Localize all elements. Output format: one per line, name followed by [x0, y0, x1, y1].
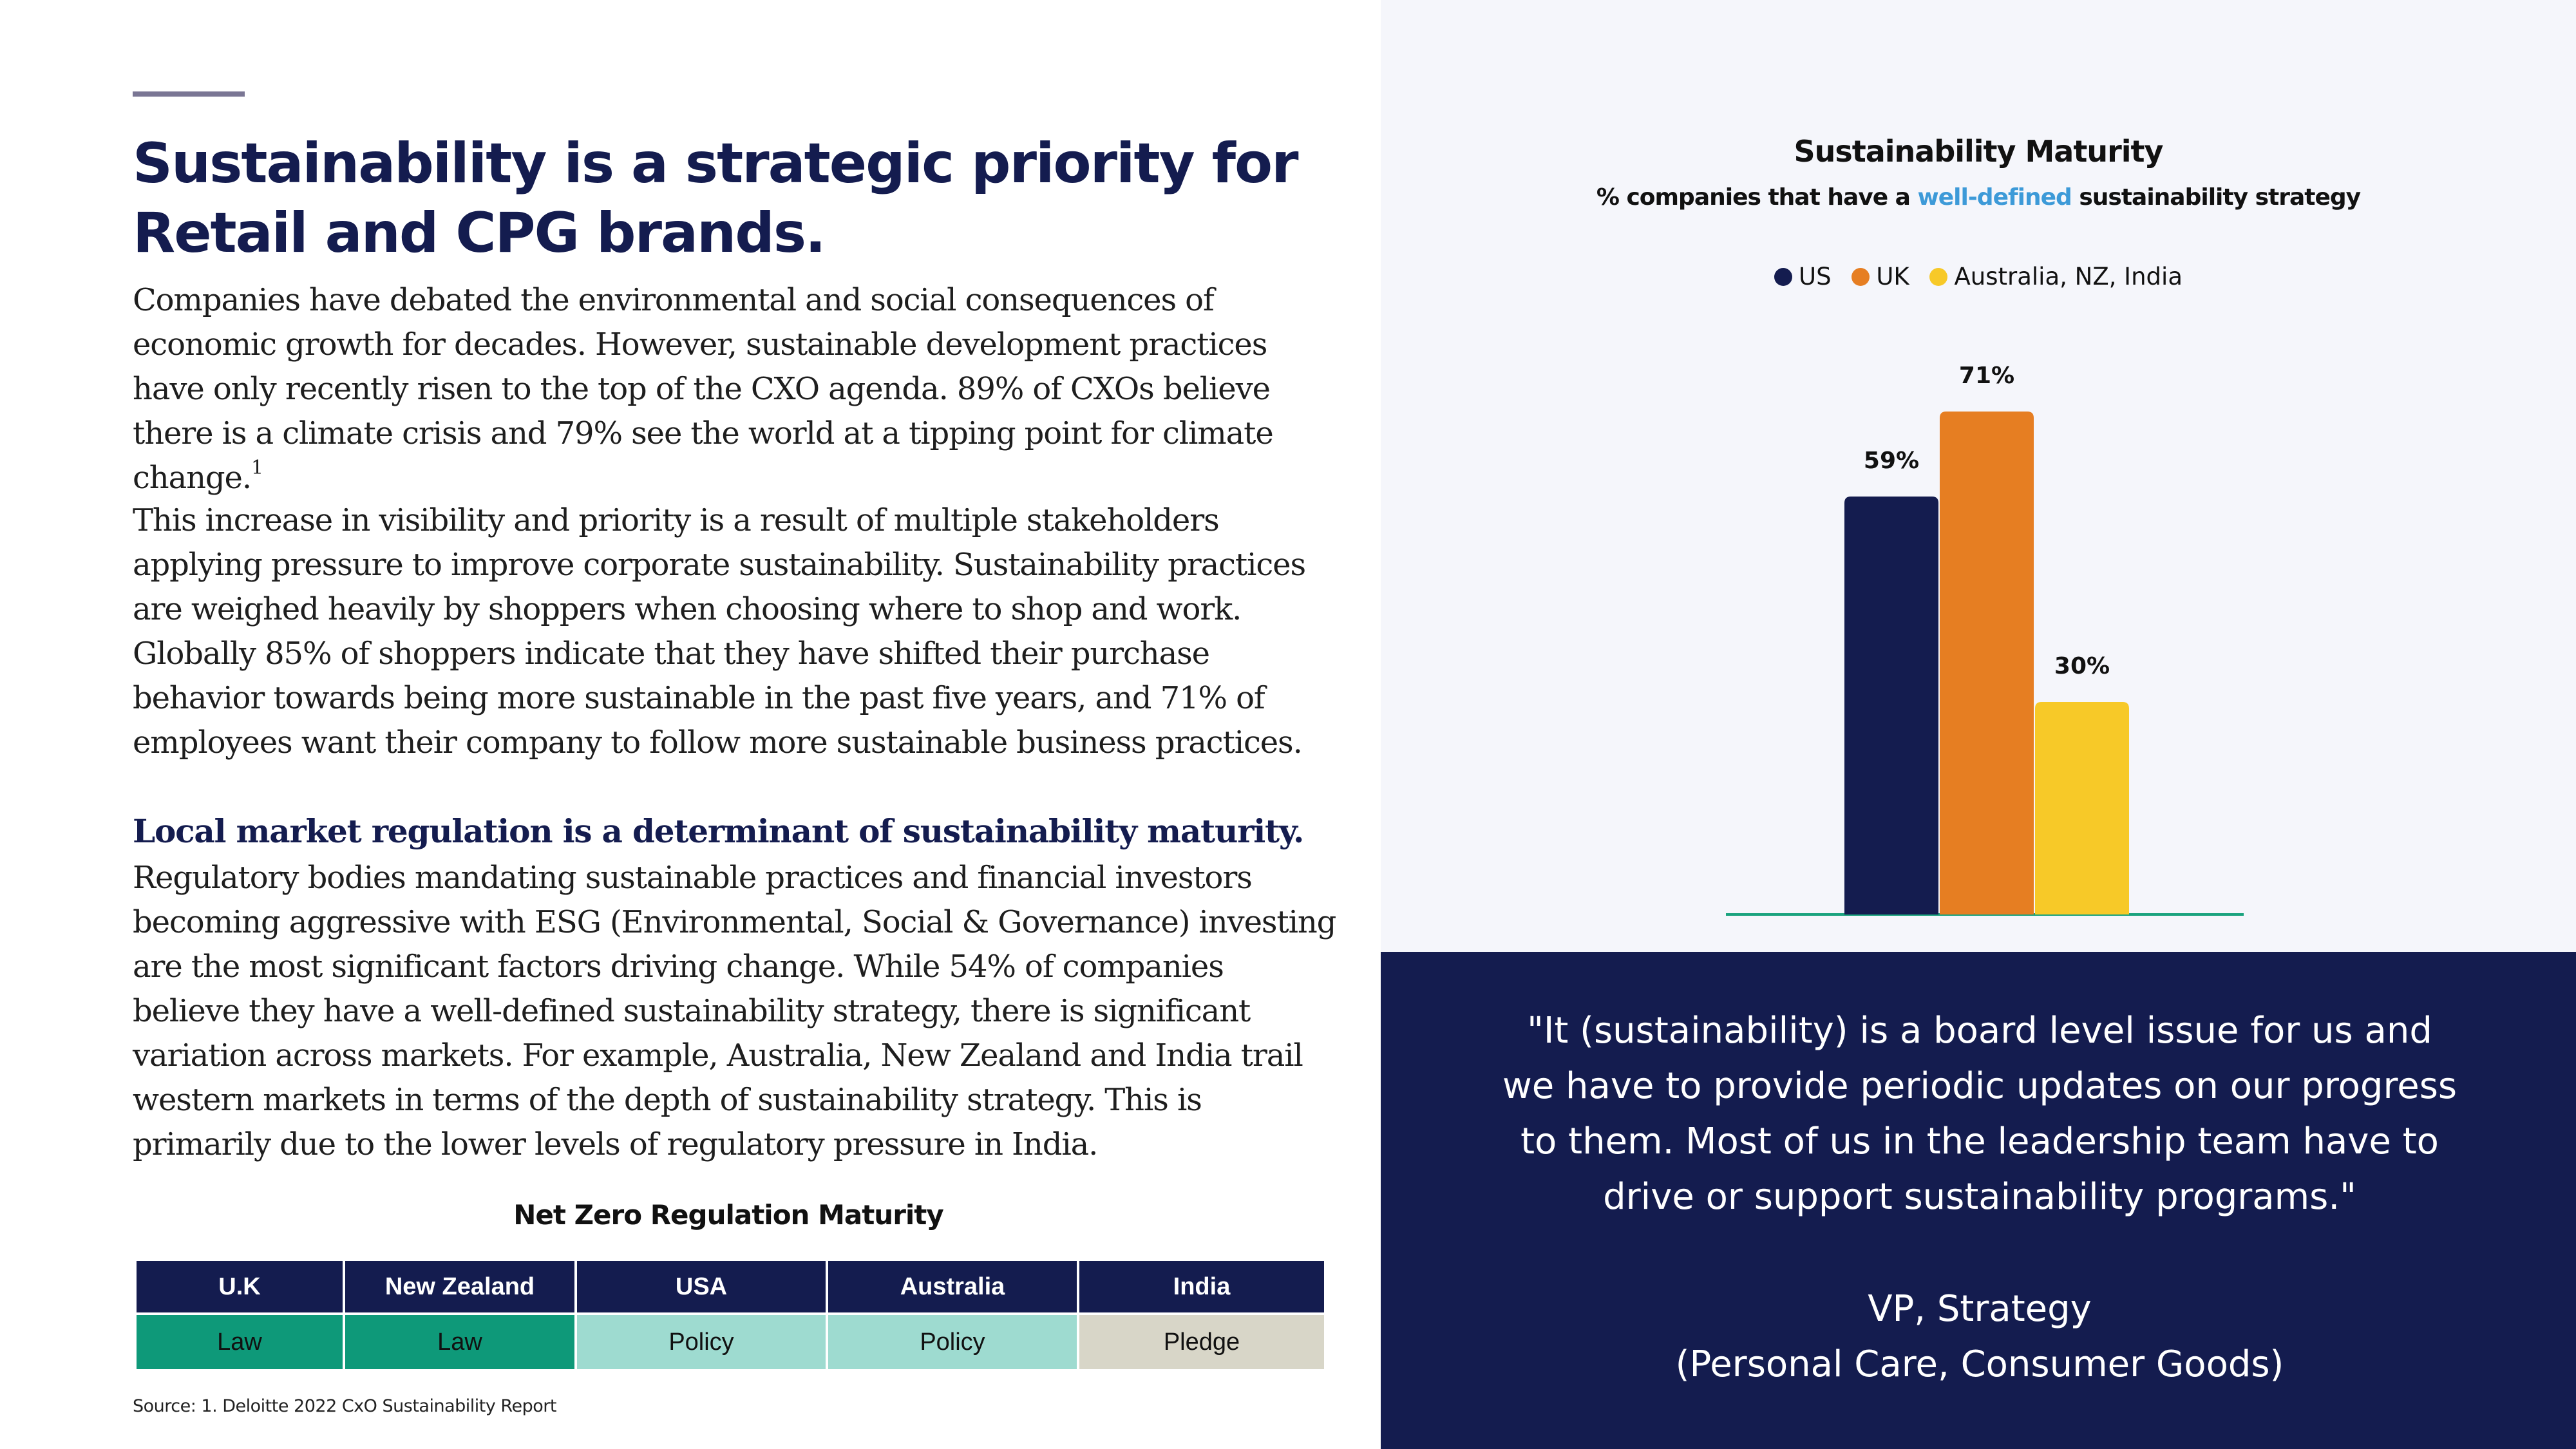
table-cell: Policy [827, 1314, 1078, 1370]
chart-subtitle-prefix: % companies that have a [1596, 184, 1918, 211]
legend-swatch [1774, 268, 1792, 286]
bar-value-label: 30% [2054, 653, 2110, 679]
chart-subtitle-highlight: well-defined [1917, 184, 2072, 211]
legend-swatch [1929, 268, 1947, 286]
chart-subtitle [1381, 184, 2576, 211]
quote-company: (Personal Care, Consumer Goods) [1675, 1343, 2284, 1385]
quote-attribution [1497, 1282, 2463, 1392]
intro-paragraph [133, 278, 1337, 500]
accent-line [133, 91, 245, 97]
bar-value-label: 59% [1863, 448, 1920, 474]
table-header-cell: Australia [827, 1260, 1078, 1314]
footnote-marker: 1 [251, 457, 263, 479]
table-cell: Pledge [1078, 1314, 1325, 1370]
bar-chart [1381, 322, 2576, 940]
page-title: Sustainability is a strategic priority for Retail and CPG brands. [133, 131, 1298, 265]
legend-swatch [1852, 268, 1870, 286]
table-cell: Law [135, 1314, 344, 1370]
bar-2 [2035, 702, 2129, 914]
table-header-cell: USA [576, 1260, 827, 1314]
chart-title: Sustainability Maturity [1794, 134, 2163, 169]
bar-value-label: 71% [1958, 363, 2015, 389]
section-subheading: Local market regulation is a determinant of sustainability maturity. [133, 812, 1304, 850]
table-header-cell: New Zealand [344, 1260, 576, 1314]
quote-text: "It (sustainability) is a board level issue for us and we have to provide periodic updates on our progress to them. Most of us in the leadership team have to drive or support sustainability programs." [1502, 1010, 2458, 1218]
chart-subtitle-suffix: sustainability strategy [2071, 184, 2361, 211]
quote-panel [1381, 952, 2576, 1449]
legend-label: US [1798, 263, 1832, 290]
stakeholder-paragraph: This increase in visibility and priority is a result of multiple stakeholders applying pressure to improve corporate sustainability. Sustainability practices are weighed heavily by shoppers when choosing where to shop and work. Globally 85% of shoppers indicate that they have shifted their purchase behavior towards being more sustainable in the past five years, and 71% of employees want their company to follow more sustainable business practices. [133, 502, 1305, 761]
table-row [135, 1314, 1325, 1370]
table-cell: Policy [576, 1314, 827, 1370]
table-header-row [135, 1260, 1325, 1314]
quote-role: VP, Strategy [1868, 1288, 2092, 1330]
table-header-cell: U.K [135, 1260, 344, 1314]
chart-legend [1381, 263, 2576, 290]
regulation-table [134, 1258, 1327, 1372]
bar-1 [1940, 412, 2034, 914]
bar-0 [1844, 497, 1938, 914]
legend-label: Australia, NZ, India [1954, 263, 2183, 290]
table-cell: Law [344, 1314, 576, 1370]
legend-item [1774, 263, 1832, 290]
legend-item [1852, 263, 1909, 290]
regulation-table-title: Net Zero Regulation Maturity [513, 1199, 943, 1231]
regulation-paragraph: Regulatory bodies mandating sustainable practices and financial investors becoming aggressive with ESG (Environmental, Social & Governance) investing are the most significant factors driving change. While 54% of companies believe they have a well-defined sustainability strategy, there is significant variation across markets. For example, Australia, New Zealand and India trail western markets in terms of the depth of sustainability strategy. This is primarily due to the lower levels of regulatory pressure in India. [133, 860, 1336, 1162]
legend-item [1929, 263, 2183, 290]
legend-label: UK [1876, 263, 1909, 290]
source-note: Source: 1. Deloitte 2022 CxO Sustainability Report [133, 1396, 556, 1416]
table-header-cell: India [1078, 1260, 1325, 1314]
chart-panel [1381, 0, 2576, 952]
intro-text: Companies have debated the environmental and social consequences of economic growth for decades. However, sustainable development practices have only recently risen to the top of the CXO agenda. 89% of CXOs believe there is a climate crisis and 79% see the world at a tipping point for climate change. [133, 282, 1273, 496]
